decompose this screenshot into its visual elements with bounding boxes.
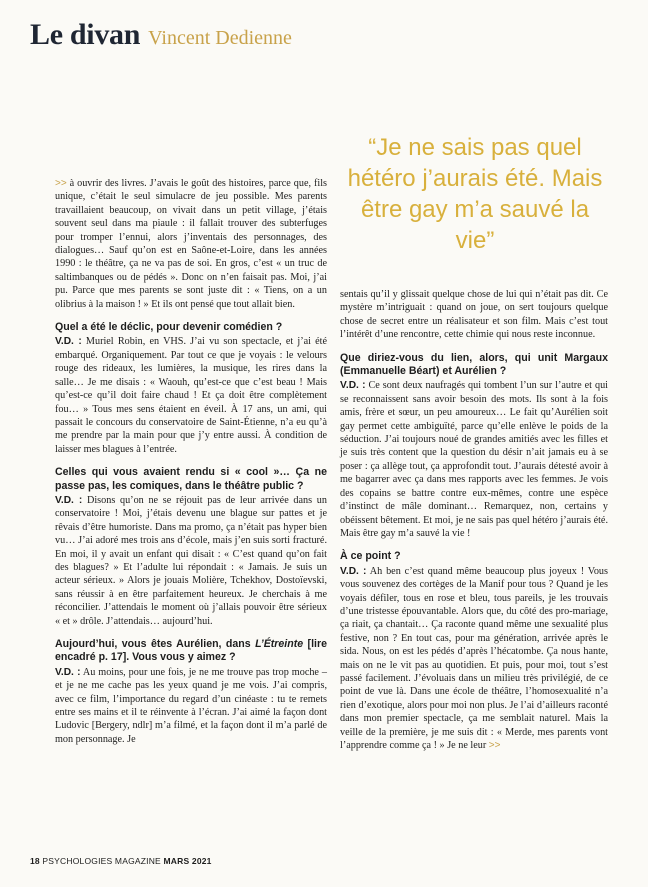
film-title: L’Étreinte: [255, 638, 304, 650]
question-5: À ce point ?: [340, 550, 401, 563]
speaker-label: V.D. :: [55, 494, 83, 506]
continuation-marker: >>: [488, 740, 501, 751]
answer-2: [55, 494, 327, 628]
answer-5: [340, 565, 608, 753]
speaker-label: V.D. :: [55, 666, 81, 678]
magazine-name: PSYCHOLOGIES MAGAZINE: [42, 856, 161, 866]
speaker-label: V.D. :: [55, 336, 82, 348]
answer-text: Muriel Robin, en VHS. J’ai vu son spectacle, et j’ai été embarqué. Organiquement. Par tout ce que je voyais : le velours rouge des rideaux, les lumières, la musique, les rires dans la salle… Je me disais : « Waouh, qu’est-ce que c’est beau ! Mais qu’est-ce qu’il doit faire chaud ! Et ça doit être complètement fou… » Tous mes sens étaient en éveil. À 17 ans, un ami, qui passait le concours du conservatoire de Saint-Étienne, n’a eu qu’à me prendre par la main pour que j’y entre aussi. À condition de laisser mes blagues à l’entrée.: [55, 336, 327, 455]
speaker-label: V.D. :: [340, 565, 367, 577]
answer-3: [55, 666, 327, 746]
answer-text: Au moins, pour une fois, je ne me trouve pas trop moche – et je ne me cache pas les yeux quand je me vois. J’ai compris, avec ce film, l’importance du regard d’un cinéaste : tu te remets entre ses mains et il te réinvente à l’écran. J’ai aimé la façon dont Ludovic [Bergery, ndlr] m’a filmé, et la façon dont il m’a parlé de mon personnage. Je: [55, 666, 327, 745]
pull-quote: “Je ne sais pas quel hétéro j’aurais été. Mais être gay m’a sauvé la vie”: [347, 134, 603, 254]
question-4: Que diriez-vous du lien, alors, qui unit Margaux (Emmanuelle Béart) et Aurélien ?: [340, 351, 608, 378]
continued-paragraph: sentais qu’il y glissait quelque chose de lui qui n’était pas dit. Ce mystère m’intriguait : quand on joue, on sert toujours quelque chose de secret entre un réalisateur et son film. Mais c’est tout l’intérêt d’une rencontre, cette chimie qui nous reste inconnue.: [340, 289, 608, 341]
continuation-marker: >>: [55, 178, 67, 189]
page-number: 18: [30, 856, 40, 866]
author-name: Vincent Dedienne: [148, 27, 292, 49]
right-column: [340, 288, 608, 762]
section-title: Le divan: [30, 18, 141, 51]
page-header: [30, 18, 292, 52]
answer-4: [340, 379, 608, 540]
intro-paragraph: [55, 177, 327, 311]
answer-text: Ce sont deux naufragés qui tombent l’un sur l’autre et qui se reconnaissent sans avoir besoin des mots. Ils sont à la fois amis, frère et sœur, un peu amoureux… Le fait qu’Aurélien soit gay permet cette ambiguïté, parce qu’elle enlève le poids de la séduction. J’ai toujours noué de grandes amitiés avec les filles et je suis très content que la question du désir n’ait jamais eu à se poser : ça allège tout, ça approfondit tout. J’aurais détesté avoir à me bagarrer avec ça dans mes rapports avec les femmes. Je vois des copains se battre contre eux-mêmes, contre une espèce d’instinct de mâle dominant… Remarquez, non, certains y obéissent bêtement. Et moi, je ne sais pas quel hétéro j’aurais été. Mais être gay m’a sauvé la vie !: [340, 380, 608, 539]
answer-1: [55, 335, 327, 456]
question-3: [55, 638, 327, 665]
question-text: Aujourd’hui, vous êtes Aurélien, dans: [55, 638, 256, 650]
answer-text: Disons qu’on ne se réjouit pas de leur arrivée dans un conservatoire ! Moi, j’étais devenu une blague sur pattes et je rêvais d’être humoriste. Dans ma promo, ça n’était pas hyper bien vu… J’ai adoré mes trois ans d’école, mais j’en suis sorti fracturé. En moi, il y avait un enfant qui disait : « C’est quand qu’on fait des blagues? » Et l’adulte lui répondait : « Jamais. Je suis un acteur sérieux. » Alors je jouais Molière, Tchekhov, Dostoïevski, sans réussir à en être parfaitement heureux. Je cherchais à me réconcilier. J’attendais le moment où j’allais pouvoir être sérieux « et » drôle. J’attendais… aujourd’hui.: [55, 494, 327, 627]
issue-date: MARS 2021: [163, 856, 212, 866]
intro-text: à ouvrir des livres. J’avais le goût des histoires, parce que, fils unique, c’était le seul simulacre de jeu possible. Mes parents travaillaient beaucoup, on vivait dans un petit village, j’étais souvent seul dans ma piaule : il fallait trouver des subterfuges pour tromper l’ennui, alors j’inventais des personnages, des dialogues… Sauf qu’on est en Saône-et-Loire, dans les années 1990 : le théâtre, ça ne va pas de soi. En gros, c’est « un truc de saltimbanques ou de pédés ». Donc on n’en faisait pas. Moi, j’ai pu. Parce que mes parents se sont juste dit : « Tiens, on a un olibrius à la maison ! » Et ils ont pensé que tout allait bien.: [55, 178, 328, 310]
answer-text: Ah ben c’est quand même beaucoup plus joyeux ! Vous vous souvenez des cortèges de la Manif pour tous ? Quand je les voyais défiler, tous en rose et bleu, tous pareils, je les trouvais d’une tristesse épouvantable. Alors que, du côté des pro-mariage, ça riait, ça chantait… Ça raconte quand même une sexualité plus festive, non ? En tout cas, pour ma génération, arrivée après le sida. Nous, on est les pédés d’après l’hécatombe. Ça nous hante, mais on ne le vit pas au quotidien. Et puis, pour moi, tout s’est passé facilement. J’évoluais dans un milieu très privilégié, de ce point de vue là. Dans une école de théâtre, l’homosexualité n’a rien d’exotique, alors pour moi non plus. Je l’ai d’ailleurs raconté dans mon premier spectacle, ça me semblait naturel. Mais la veille de la première, je me suis dit : « Merde, mes parents vont l’apprendre comme ça ! » Je ne leur: [340, 565, 608, 751]
question-text: [lire encadré p. 17]. Vous vous y aimez ?: [55, 638, 327, 664]
page-footer: [30, 856, 212, 866]
speaker-label: V.D. :: [340, 380, 366, 392]
question-1: Quel a été le déclic, pour devenir comédien ?: [55, 321, 283, 334]
question-2: Celles qui vous avaient rendu si « cool »… Ça ne passe pas, les comiques, dans le théâtre public ?: [55, 466, 327, 492]
left-column: [55, 177, 327, 756]
